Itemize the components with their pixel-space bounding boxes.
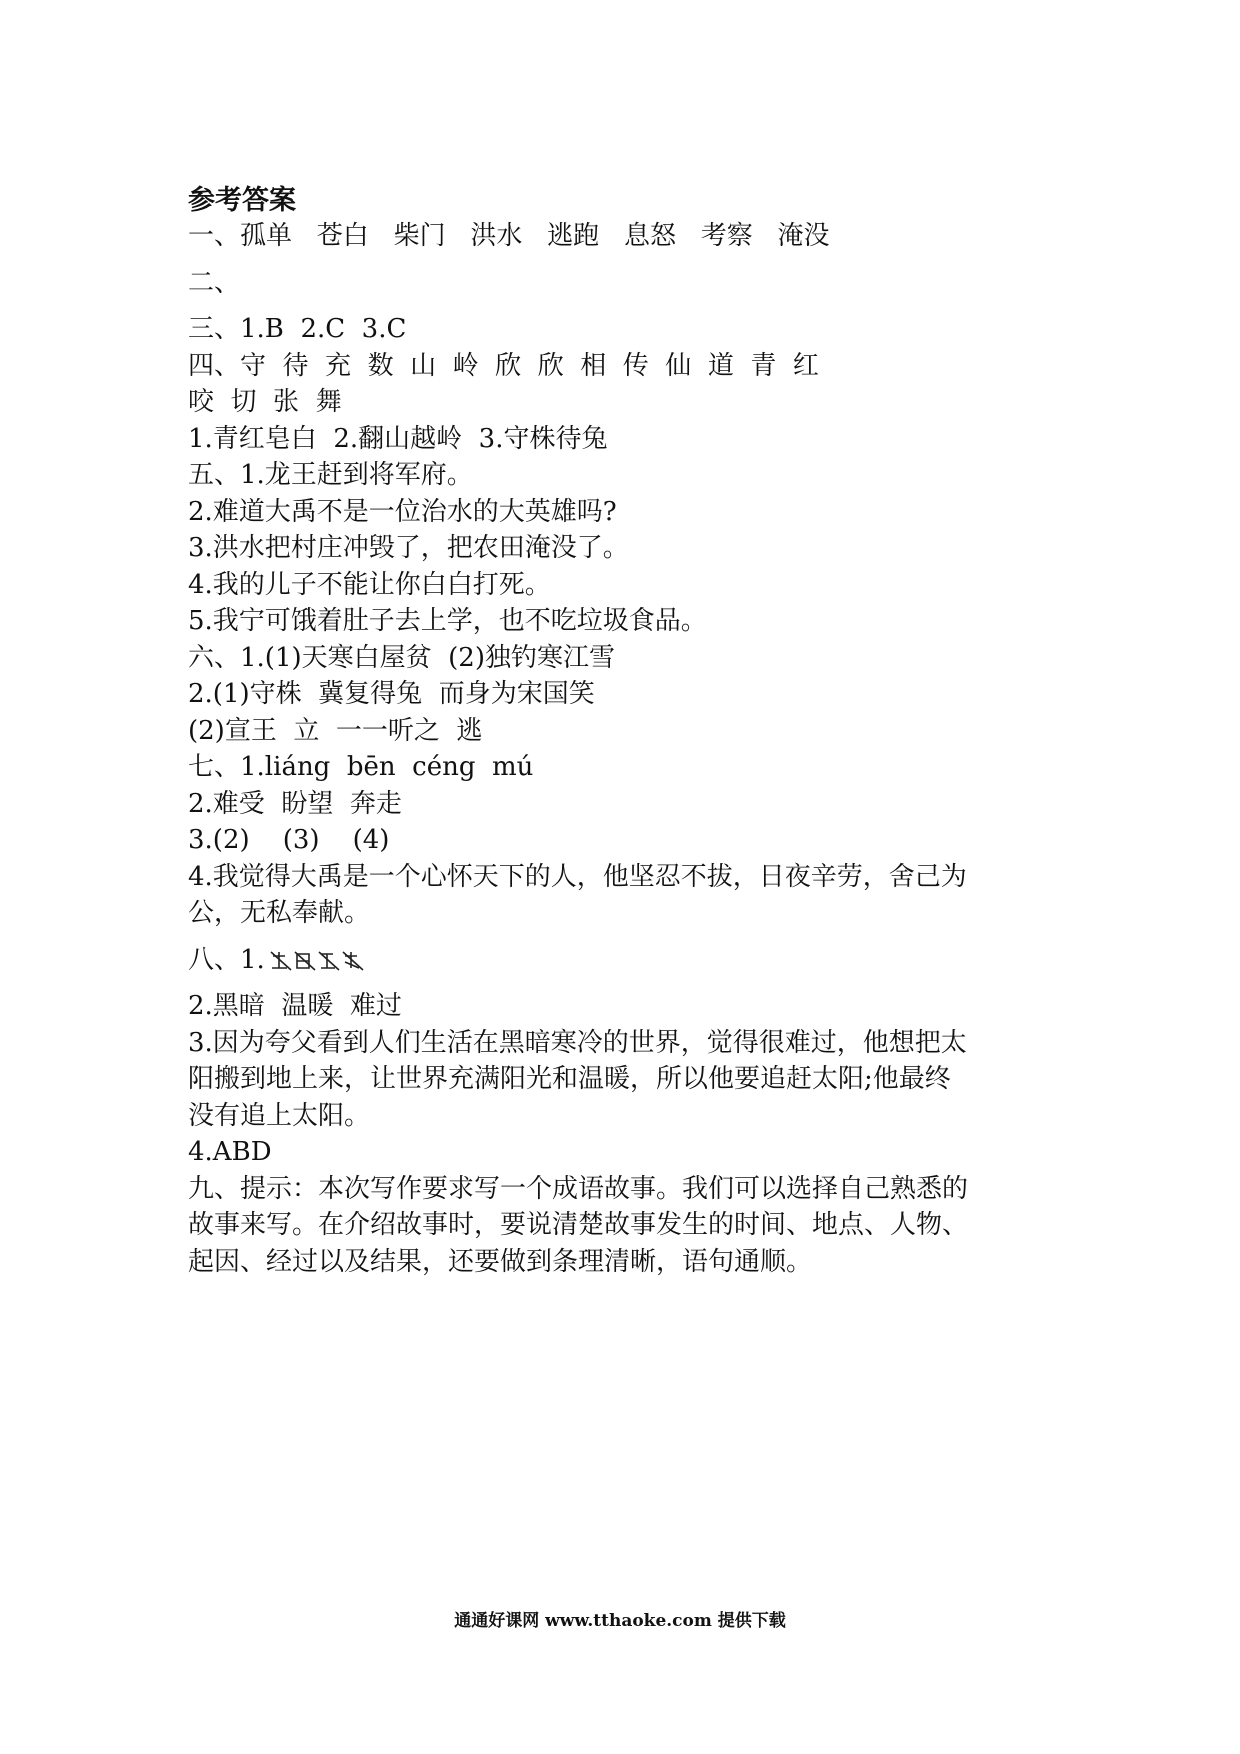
footer-credit: 通通好课网 www.tthaoke.com 提供下载 <box>454 1611 786 1631</box>
answer-line-5-3: 3.洪水把村庄冲毁了，把农田淹没了。 <box>188 533 629 563</box>
answer-line-8-label: 八、1. <box>188 944 265 975</box>
answer-line-9b: 故事来写。在介绍故事时，要说清楚故事发生的时间、地点、人物、 <box>188 1210 969 1240</box>
answer-line-5-5: 5.我宁可饿着肚子去上学，也不吃垃圾食品。 <box>188 606 707 636</box>
answer-line-8-2: 2.黑暗 温暖 难过 <box>188 991 402 1021</box>
answer-line-7: 七、1.liáng bēn céng mú <box>188 752 534 782</box>
answer-line-4b: 咬 切 张 舞 <box>188 387 342 417</box>
answer-line-5-2: 2.难道大禹不是一位治水的大英雄吗? <box>188 496 617 527</box>
answer-line-8-3c: 没有追上太阳。 <box>188 1100 371 1131</box>
spacer <box>188 932 1068 942</box>
answer-line-8-4: 4.ABD <box>188 1137 272 1167</box>
answer-line-7-4b: 公，无私奉献。 <box>188 898 371 928</box>
answer-line-4c: 1.青红皂白 2.翻山越岭 3.守株待兔 <box>188 423 608 454</box>
answer-line-9: 九、提示：本次写作要求写一个成语故事。我们可以选择自己熟悉的 <box>188 1173 969 1204</box>
spacer <box>188 301 1068 311</box>
answer-line-6-3: (2)宣王 立 一一听之 逃 <box>188 715 483 746</box>
answer-line-6-2: 2.(1)守株 冀复得兔 而身为宋国笑 <box>188 679 595 709</box>
answer-line-5: 五、1.龙王赶到将军府。 <box>188 460 473 490</box>
answer-line-8-3b: 阳搬到地上来，让世界充满阳光和温暖，所以他要追赶太阳;他最终 <box>188 1064 951 1094</box>
answer-line-8 <box>188 942 1068 979</box>
struck-characters-image <box>269 948 365 974</box>
answer-line-6: 六、1.(1)天寒白屋贫 (2)独钓寒江雪 <box>188 642 615 673</box>
answer-line-7-2: 2.难受 盼望 奔走 <box>188 788 402 819</box>
answer-line-7-3: 3.(2) (3) (4) <box>188 825 390 855</box>
spacer <box>188 978 1068 988</box>
answer-line-8-3: 3.因为夸父看到人们生活在黑暗寒冷的世界，觉得很难过，他想把太 <box>188 1027 967 1058</box>
answer-line-4: 四、守 待 充 数 山 岭 欣 欣 相 传 仙 道 青 红 <box>188 350 819 381</box>
answer-line-1: 一、孤单 苍白 柴门 洪水 逃跑 息怒 考察 淹没 <box>188 221 830 251</box>
answer-line-5-4: 4.我的儿子不能让你白白打死。 <box>188 569 551 600</box>
spacer <box>188 255 1068 265</box>
page-title: 参考答案 <box>188 185 296 216</box>
answer-line-7-4: 4.我觉得大禹是一个心怀天下的人，他坚忍不拔，日夜辛劳，舍己为 <box>188 861 967 892</box>
answer-line-2: 二、 <box>188 267 241 298</box>
answer-body <box>188 218 1068 1280</box>
answer-line-9c: 起因、经过以及结果，还要做到条理清晰，语句通顺。 <box>188 1246 813 1277</box>
answer-line-3: 三、1.B 2.C 3.C <box>188 314 407 344</box>
